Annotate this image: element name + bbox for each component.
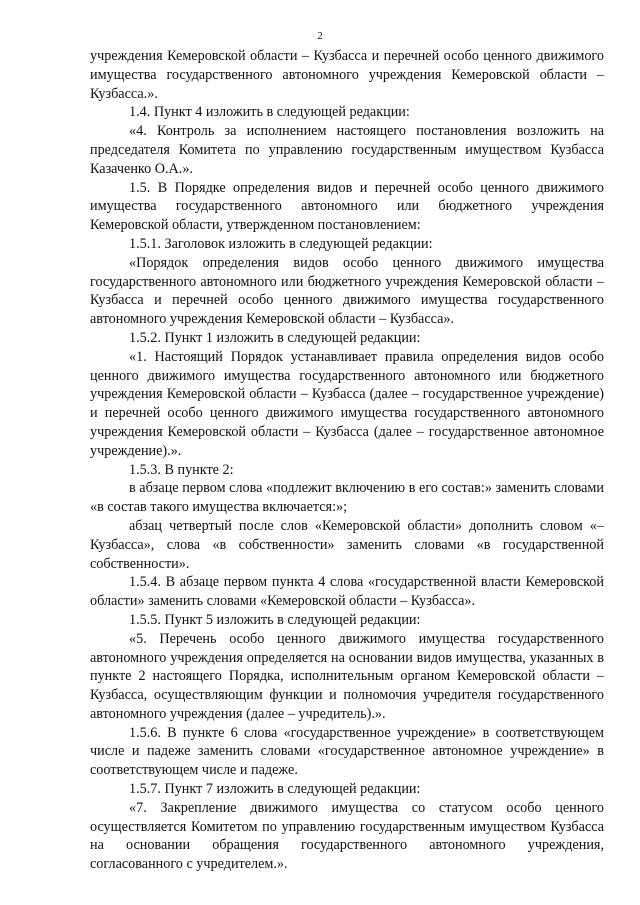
paragraph-1-5-2: 1.5.2. Пункт 1 изложить в следующей редакции:	[129, 329, 421, 346]
paragraph-1-5-1-text: «Порядок определения видов особо ценного движимого имущества государственного автономного или бюджетного учреждения Кемеровской области – Кузбасса и перечней особо ценного движимого имущества государственного автономного учреждения Кемеровской области – Кузбасса».	[90, 254, 604, 328]
paragraph-1-5-3-fourth: абзац четвертый после слов «Кемеровской области» дополнить словом «– Кузбасса», слова «в собственности» заменить словами «в государственной собственности».	[90, 517, 604, 572]
paragraph-1-5-5: 1.5.5. Пункт 5 изложить в следующей редакции:	[129, 611, 421, 628]
paragraph-1-5-6: 1.5.6. В пункте 6 слова «государственное учреждение» в соответствующем числе и падеже заменить словами «государственное автономное учреждение» в соответствующем числе и падеже.	[90, 724, 604, 779]
paragraph-1-5-5-text: «5. Перечень особо ценного движимого имущества государственного автономного учреждения определяется на основании видов имущества, указанных в пункте 2 настоящего Порядка, исполнительным органом Кемеровской области – Кузбасса, осуществляющим функции и полномочия учредителя государственного автономного учреждения (далее – учредитель).».	[90, 630, 604, 722]
paragraph-1-5-4: 1.5.4. В абзаце первом пункта 4 слова «государственной власти Кемеровской области» заменить словами «Кемеровской области – Кузбасса».	[90, 574, 604, 610]
page-number: 2	[317, 30, 323, 42]
paragraph-1-4: 1.4. Пункт 4 изложить в следующей редакции:	[129, 104, 410, 121]
paragraph-1-5-7-text: «7. Закрепление движимого имущества со статусом особо ценного осуществляется Комитетом по управлению государственным имуществом Кузбасса на основании обращения государственного автономного учреждения, согласованного с учредителем.».	[90, 799, 604, 873]
paragraph-1-5-3-first: в абзаце первом слова «подлежит включению в его состав:» заменить словами «в состав такого имущества включается:»;	[90, 480, 604, 516]
paragraph-1-4-text: «4. Контроль за исполнением настоящего постановления возложить на председателя Комитета по управлению государственным имуществом Кузбасса Казаченко О.А.».	[90, 123, 604, 177]
paragraph-continuation: учреждения Кемеровской области – Кузбасса и перечней особо ценного движимого имущества государственного автономного учреждения Кемеровской области – Кузбасса.».	[90, 48, 604, 102]
paragraph-1-5-3: 1.5.3. В пункте 2:	[129, 461, 234, 478]
document-body	[90, 47, 604, 874]
paragraph-1-5: 1.5. В Порядке определения видов и перечней особо ценного движимого имущества государственного автономного или бюджетного учреждения Кемеровской области, утвержденном постановлением:	[90, 179, 604, 234]
paragraph-1-5-2-text: «1. Настоящий Порядок устанавливает правила определения видов особо ценного движимого имущества государственного автономного или бюджетного учреждения Кемеровской области – Кузбасса (далее – государственное учреждение) и перечней особо ценного движимого имущества государственного автономного учреждения Кемеровской области – Кузбасса (далее – государственное автономное учреждение).».	[90, 348, 604, 459]
paragraph-1-5-1: 1.5.1. Заголовок изложить в следующей редакции:	[129, 235, 433, 252]
paragraph-1-5-7: 1.5.7. Пункт 7 изложить в следующей редакции:	[129, 781, 421, 798]
